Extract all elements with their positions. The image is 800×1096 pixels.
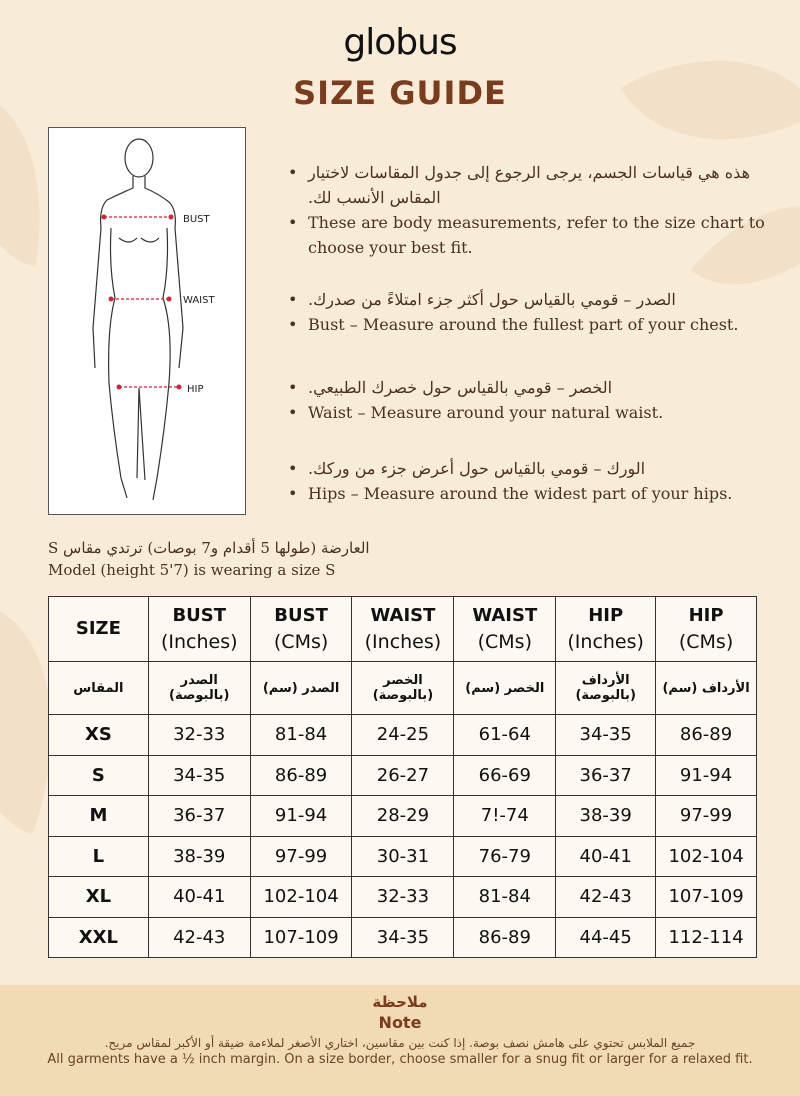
column-header-unit: (CMs) [273,631,329,653]
bullet-en: • Bust – Measure around the fullest part of your chest. [288,312,768,337]
bullet-en: • Hips – Measure around the widest part of your hips. [288,481,768,506]
column-header-title: BUST [274,605,328,626]
measurement-cell: 36-37 [556,755,656,796]
size-chart-table [48,596,757,958]
measurement-cell: 38-39 [148,836,250,877]
measurement-cell: 40-41 [556,836,656,877]
bullet-en: • These are body measurements, refer to the size chart to choose your best fit. [288,210,768,260]
measurement-cell: 86-89 [656,715,757,756]
measurement-cell: 38-39 [556,796,656,837]
note-section [0,985,800,1096]
size-cell: XL [49,877,149,918]
measurement-cell: 34-35 [148,755,250,796]
size-cell: L [49,836,149,877]
measurement-cell: 97-99 [656,796,757,837]
measurement-cell: 42-43 [148,917,250,958]
column-header-unit: (CMs) [678,631,734,653]
measurement-cell: 112-114 [656,917,757,958]
column-header-unit: (Inches) [567,631,644,653]
bullet-ar: • الخصر – قومي بالقياس حول خصرك الطبيعي. [288,375,768,400]
measurement-cell: 91-94 [656,755,757,796]
column-header-arabic: الخصر (بالبوصة) [352,662,454,715]
measurement-cell: 107-109 [250,917,352,958]
column-header-title: SIZE [75,618,121,639]
column-header-arabic: الصدر (بالبوصة) [148,662,250,715]
body-measurement-figure [48,127,246,515]
column-header-title: HIP [588,605,624,626]
measurement-cell: 32-33 [148,715,250,756]
waist-label: WAIST [183,295,215,306]
column-header-title: BUST [172,605,227,626]
column-header [656,597,757,662]
column-header-unit: (CMs) [477,631,532,653]
size-cell: S [49,755,149,796]
measurement-cell: 40-41 [148,877,250,918]
measurement-instructions [288,160,768,533]
column-header-arabic: الخصر (سم) [454,662,556,715]
note-text-en: All garments have a ½ inch margin. On a size border, choose smaller for a snug fit or larger for a relaxed fit. [47,1052,753,1067]
hip-label: HIP [187,384,204,395]
column-header-arabic: المقاس [49,662,149,715]
column-header-arabic: الأرداف (سم) [656,662,757,715]
column-header-arabic: الصدر (سم) [250,662,352,715]
measurement-cell: 34-35 [556,715,656,756]
note-title-en: Note [378,1013,422,1032]
bust-label: BUST [183,214,210,225]
column-header-arabic: الأرداف (بالبوصة) [556,662,656,715]
measurement-cell: 30-31 [352,836,454,877]
column-header-title: WAIST [472,605,538,626]
note-title-ar: ملاحظة [372,993,428,1011]
size-cell: XXL [49,917,149,958]
measurement-cell: 86-89 [250,755,352,796]
measurement-cell: 24-25 [352,715,454,756]
measurement-cell: 102-104 [250,877,352,918]
bullet-en: • Waist – Measure around your natural waist. [288,400,768,425]
size-cell: XS [49,715,149,756]
measurement-cell: 91-94 [250,796,352,837]
table-header-row-arabic [49,662,757,715]
column-header [250,597,352,662]
measurement-cell: 76-79 [454,836,556,877]
column-header-title: HIP [688,605,724,626]
measurement-cell: 81-84 [250,715,352,756]
measurement-cell: 66-69 [454,755,556,796]
measurement-cell: 86-89 [454,917,556,958]
measurement-cell: 36-37 [148,796,250,837]
column-header-unit: (Inches) [160,631,238,653]
bullet-ar: • الصدر – قومي بالقياس حول أكثر جزء امتلاءً من صدرك. [288,287,768,312]
measurement-cell: 42-43 [556,877,656,918]
measurement-cell: 61-64 [454,715,556,756]
model-info [48,537,370,581]
table-header-row [49,597,757,662]
table-row [49,755,757,796]
table-row [49,715,757,756]
column-header [352,597,454,662]
measurement-cell: 81-84 [454,877,556,918]
measurement-cell: 32-33 [352,877,454,918]
measurement-cell: 26-27 [352,755,454,796]
bullet-ar: • الورك – قومي بالقياس حول أعرض جزء من وركك. [288,456,768,481]
bullet-ar: • هذه هي قياسات الجسم، يرجى الرجوع إلى جدول المقاسات لاختيار المقاس الأنسب لك. [288,160,768,210]
column-header [454,597,556,662]
column-header [49,597,149,662]
size-cell: M [49,796,149,837]
measurement-cell: 107-109 [656,877,757,918]
brand-logo: globus [343,22,457,63]
table-row [49,836,757,877]
column-header-title: WAIST [370,605,436,626]
table-row [49,796,757,837]
model-info-ar: العارضة (طولها 5 أقدام و7 بوصات) ترتدي مقاس S [48,539,370,557]
column-header [556,597,656,662]
column-header-unit: (Inches) [364,631,442,653]
note-text-ar: جميع الملابس تحتوي على هامش نصف بوصة. إذا كنت بين مقاسين، اختاري الأصغر لملاءمة ضيقة أو الأكبر لمقاس مريح. [104,1036,696,1050]
column-header [148,597,250,662]
body-outline-illustration [49,128,247,516]
page-title: SIZE GUIDE [293,74,507,112]
model-info-en: Model (height 5'7) is wearing a size S [48,561,336,579]
measurement-cell: 28-29 [352,796,454,837]
measurement-cell: 97-99 [250,836,352,877]
measurement-cell: 34-35 [352,917,454,958]
table-row [49,917,757,958]
measurement-cell: 102-104 [656,836,757,877]
measurement-cell: 7!-74 [454,796,556,837]
measurement-cell: 44-45 [556,917,656,958]
table-row [49,877,757,918]
